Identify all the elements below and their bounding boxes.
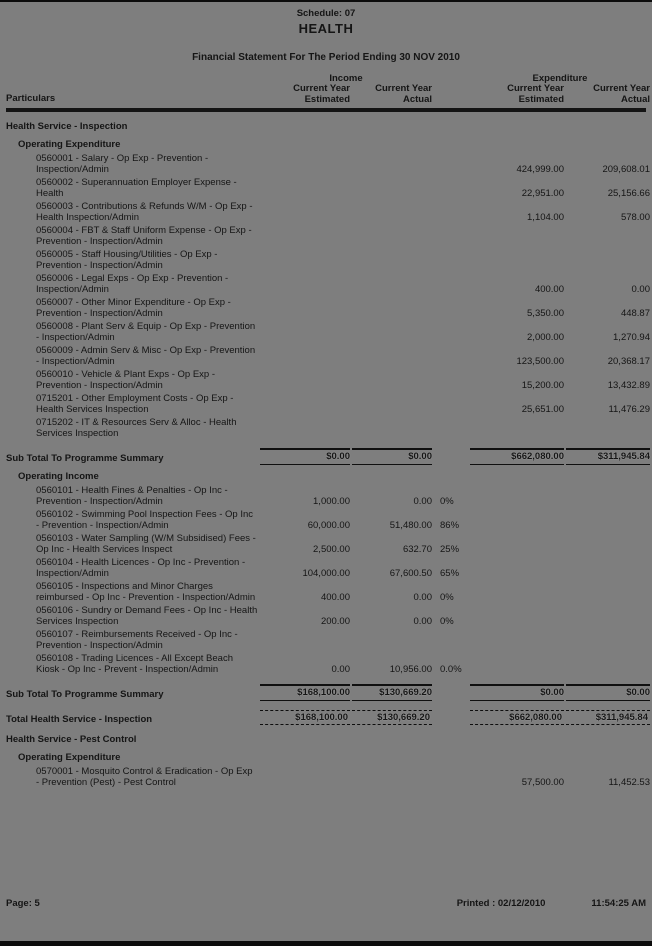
income-actual-value: 67,600.50: [389, 567, 432, 579]
income-group-header: Income: [329, 73, 363, 84]
income-estimated-value: $168,100.00: [260, 684, 350, 701]
expenditure-actual-value: 448.87: [620, 307, 650, 319]
expenditure-group-header: Expenditure: [532, 73, 588, 84]
expenditure-estimated-value: 5,350.00: [527, 307, 564, 319]
report-line: [6, 177, 650, 199]
report-line: [6, 735, 646, 746]
expenditure-actual-value: 11,476.29: [608, 403, 650, 415]
report-line: [6, 630, 646, 651]
income-actual-value: 0.00: [413, 615, 432, 627]
income-actual-header: [352, 84, 432, 105]
current-year-label: Current Year: [375, 83, 432, 94]
particulars-header: Particulars: [6, 92, 56, 104]
income-percent-value: 0.0%: [440, 663, 462, 675]
line-label: 0560102 - Swimming Pool Inspection Fees - Op Inc - Prevention - Inspection/Admin: [36, 509, 254, 531]
income-estimated-value: 200.00: [320, 615, 350, 627]
report-line: [6, 606, 646, 627]
column-label-row: [6, 83, 650, 105]
income-actual-value: $130,669.20: [352, 710, 432, 726]
line-label: Operating Expenditure: [18, 138, 121, 150]
income-actual-value: 10,956.00: [389, 663, 432, 675]
report-line: [6, 418, 646, 439]
expenditure-estimated-value: $662,080.00: [470, 448, 564, 465]
expenditure-estimated-value: $662,080.00: [470, 710, 564, 726]
line-label: 0560106 - Sundry or Demand Fees - Op Inc - Health Services Inspection: [36, 605, 258, 627]
schedule-label: Schedule: 07: [296, 8, 356, 19]
report-line: [6, 510, 646, 531]
line-label: 0570001 - Mosquito Control & Eradication - Op Exp - Prevention (Pest) - Pest Control: [36, 766, 253, 788]
income-percent-value: 0%: [440, 615, 454, 627]
line-label: 0560004 - FBT & Staff Uniform Expense - Op Exp - Prevention - Inspection/Admin: [36, 225, 252, 247]
report-line: [6, 472, 646, 483]
report-body: [6, 121, 650, 788]
income-actual-value: 51,480.00: [389, 519, 432, 531]
income-percent-value: 0%: [440, 591, 454, 603]
current-year-label: Current Year: [293, 83, 350, 94]
line-label: Sub Total To Programme Summary: [6, 689, 164, 700]
expenditure-actual-value: 578.00: [620, 211, 650, 223]
line-label: Sub Total To Programme Summary: [6, 453, 164, 464]
line-label: Operating Expenditure: [18, 751, 121, 763]
expenditure-actual-value: 13,432.89: [607, 379, 650, 391]
line-label: 0560108 - Trading Licences - All Except Beach Kiosk - Op Inc - Prevent - Inspection/Admin: [36, 653, 233, 675]
expenditure-actual-value: $311,945.84: [566, 710, 650, 726]
income-actual-value: 0.00: [413, 591, 432, 603]
income-estimated-value: $168,100.00: [260, 710, 350, 726]
report-line: [6, 140, 646, 151]
report-line: [6, 534, 646, 555]
current-year-label: Current Year: [507, 83, 564, 94]
report-line: [6, 710, 646, 726]
line-label: 0560002 - Superannuation Employer Expense - Health: [36, 177, 237, 199]
expenditure-estimated-value: 57,500.00: [521, 776, 564, 788]
report-line: [6, 654, 646, 675]
actual-label: Actual: [402, 93, 432, 105]
line-label: 0560101 - Health Fines & Penalties - Op Inc - Prevention - Inspection/Admin: [36, 485, 228, 507]
income-estimated-value: 0.00: [331, 663, 350, 675]
printed-info: [457, 898, 646, 909]
report-line: [6, 582, 646, 603]
report-line: [6, 558, 646, 579]
report-line: [6, 393, 650, 415]
line-label: 0560005 - Staff Housing/Utilities - Op Exp - Prevention - Inspection/Admin: [36, 249, 218, 271]
current-year-label: Current Year: [593, 83, 650, 94]
income-estimated-value: 1,000.00: [313, 495, 350, 507]
report-line: [6, 448, 650, 465]
line-label: 0560009 - Admin Serv & Misc - Op Exp - Prevention - Inspection/Admin: [36, 345, 256, 367]
report-line: [6, 766, 650, 788]
expenditure-actual-value: $311,945.84: [566, 448, 650, 465]
line-label: Health Service - Inspection: [6, 121, 128, 132]
report-line: [6, 201, 650, 223]
income-estimated-value: 60,000.00: [307, 519, 350, 531]
income-estimated-value: 104,000.00: [302, 567, 350, 579]
income-percent-value: 25%: [440, 543, 460, 555]
income-percent-value: 0%: [440, 495, 454, 507]
income-estimated-value: 400.00: [320, 591, 350, 603]
line-label: 0715202 - IT & Resources Serv & Alloc - Health Services Inspection: [36, 417, 237, 439]
income-actual-value: $130,669.20: [352, 684, 432, 701]
report-line: [6, 321, 650, 343]
line-label: 0560003 - Contributions & Refunds W/M - Op Exp - Health Inspection/Admin: [36, 201, 253, 223]
report-title: HEALTH: [298, 21, 354, 36]
expenditure-estimated-value: 22,951.00: [521, 187, 564, 199]
report-subtitle: Financial Statement For The Period Ending 30 NOV 2010: [192, 52, 460, 63]
report-line: [6, 250, 646, 271]
printed-time: 11:54:25 AM: [591, 898, 646, 909]
expenditure-actual-value: $0.00: [566, 684, 650, 701]
expenditure-estimated-value: 424,999.00: [516, 163, 564, 175]
report-line: [6, 486, 646, 507]
income-estimated-header: [260, 84, 350, 105]
report-line: [6, 153, 650, 175]
estimated-label: Estimated: [304, 93, 350, 105]
line-label: 0560006 - Legal Exps - Op Exp - Prevention - Inspection/Admin: [36, 273, 229, 295]
line-label: 0560007 - Other Minor Expenditure - Op Exp - Prevention - Inspection/Admin: [36, 297, 231, 319]
report-line: [6, 753, 646, 764]
expenditure-actual-value: 20,368.17: [607, 355, 650, 367]
column-header: [6, 73, 650, 112]
line-label: 0560001 - Salary - Op Exp - Prevention - Inspection/Admin: [36, 153, 209, 175]
report-footer: [6, 898, 646, 909]
report-line: [6, 297, 650, 319]
line-label: 0560103 - Water Sampling (W/M Subsidised) Fees - Op Inc - Health Services Inspect: [36, 533, 256, 555]
report-line: [6, 122, 646, 133]
line-label: 0560105 - Inspections and Minor Charges reimbursed - Op Inc - Prevention - Inspection/Admin: [36, 581, 256, 603]
expenditure-actual-value: 0.00: [631, 283, 650, 295]
expenditure-actual-header: [566, 84, 650, 105]
actual-label: Actual: [620, 93, 650, 105]
estimated-label: Estimated: [518, 93, 564, 105]
expenditure-estimated-header: [470, 84, 564, 105]
income-percent-value: 65%: [440, 567, 460, 579]
expenditure-estimated-value: 1,104.00: [527, 211, 564, 223]
expenditure-estimated-value: 400.00: [534, 283, 564, 295]
income-estimated-value: 2,500.00: [313, 543, 350, 555]
line-label: Operating Income: [18, 470, 99, 482]
expenditure-actual-value: 1,270.94: [613, 331, 650, 343]
line-label: 0560107 - Reimbursements Received - Op Inc - Prevention - Inspection/Admin: [36, 629, 238, 651]
report-line: [6, 684, 650, 701]
report-line: [6, 226, 646, 247]
page-bottom-edge: [0, 941, 652, 946]
line-label: 0560008 - Plant Serv & Equip - Op Exp - Prevention - Inspection/Admin: [36, 321, 256, 343]
spacer: [6, 73, 258, 84]
expenditure-actual-value: 25,156.66: [607, 187, 650, 199]
report-header: [6, 8, 646, 63]
line-label: 0560104 - Health Licences - Op Inc - Prevention - Inspection/Admin: [36, 557, 246, 579]
line-label: 0715201 - Other Employment Costs - Op Exp - Health Services Inspection: [36, 393, 234, 415]
report-line: [6, 369, 650, 391]
spacer: [434, 73, 468, 84]
page-number: Page: 5: [6, 898, 40, 909]
expenditure-estimated-value: 25,651.00: [521, 403, 564, 415]
expenditure-estimated-value: 15,200.00: [521, 379, 564, 391]
income-estimated-value: $0.00: [260, 448, 350, 465]
income-actual-value: 632.70: [402, 543, 432, 555]
line-label: 0560010 - Vehicle & Plant Exps - Op Exp - Prevention - Inspection/Admin: [36, 369, 216, 391]
report-line: [6, 273, 650, 295]
expenditure-estimated-value: 2,000.00: [527, 331, 564, 343]
income-actual-value: 0.00: [413, 495, 432, 507]
income-percent-value: 86%: [440, 519, 460, 531]
income-actual-value: $0.00: [352, 448, 432, 465]
header-rule: [6, 108, 646, 112]
expenditure-actual-value: 11,452.53: [608, 776, 650, 788]
expenditure-actual-value: 209,608.01: [602, 163, 650, 175]
line-label: Health Service - Pest Control: [6, 734, 137, 745]
report-line: [6, 345, 650, 367]
report-page: [0, 2, 652, 788]
line-label: Total Health Service - Inspection: [6, 713, 153, 725]
expenditure-estimated-value: 123,500.00: [516, 355, 564, 367]
expenditure-estimated-value: $0.00: [470, 684, 564, 701]
printed-date: Printed : 02/12/2010: [456, 898, 546, 909]
